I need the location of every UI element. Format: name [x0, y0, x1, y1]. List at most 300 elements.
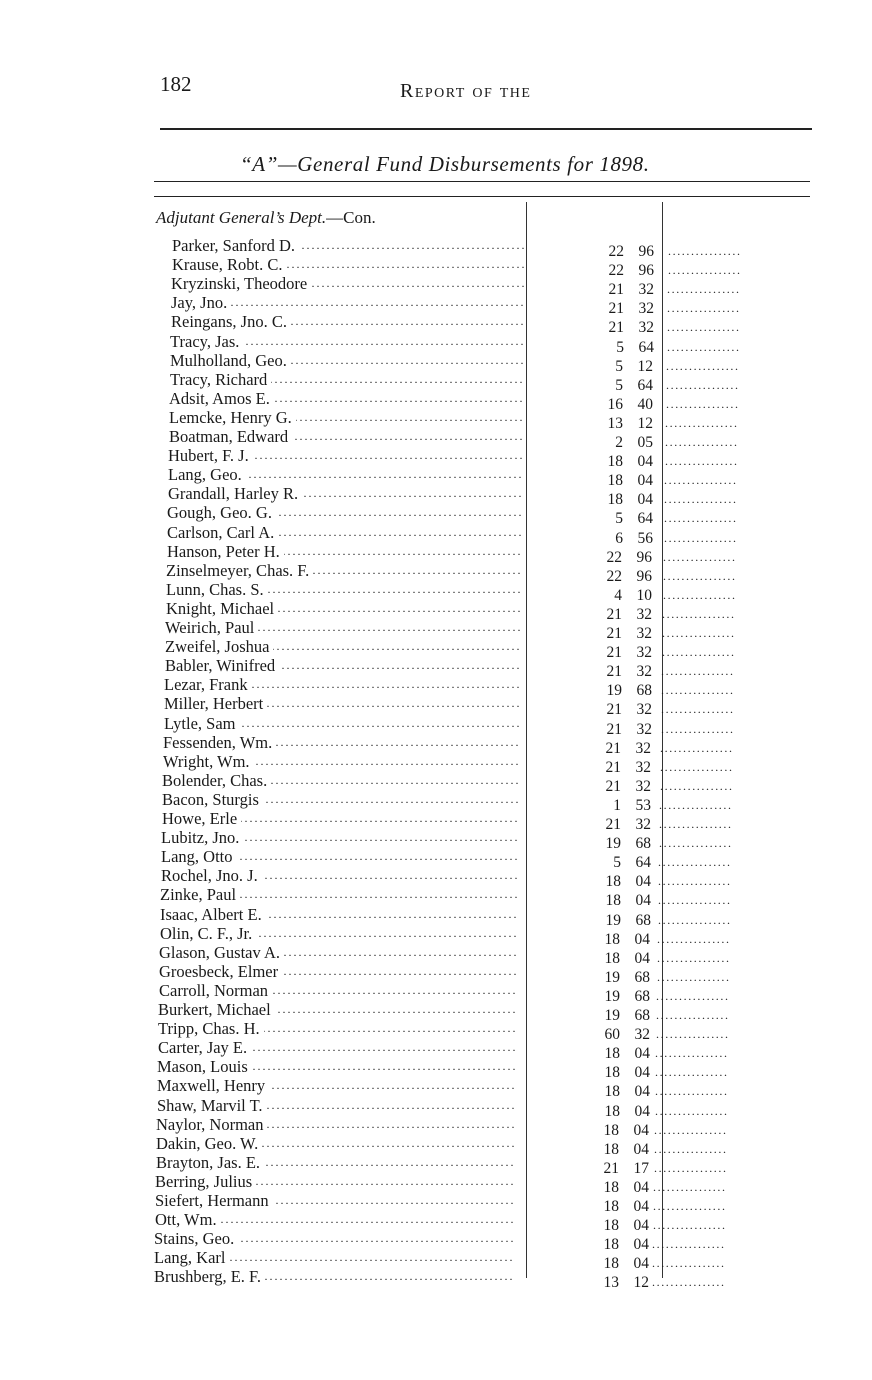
payee-name-text: Boatman, Edward: [169, 427, 292, 446]
table-row: [0, 847, 872, 872]
amount-cents: 68: [634, 987, 650, 1005]
payee-name: [171, 312, 523, 331]
amount-cents: 40: [637, 395, 653, 413]
amount-dollars: 21: [605, 758, 621, 776]
amount-cents: 96: [636, 567, 652, 585]
amount-dollars: 21: [608, 300, 624, 318]
payee-name-text: Howe, Erle: [162, 809, 241, 828]
payee-name-text: Lang, Karl: [154, 1248, 229, 1267]
amount-cents: 04: [634, 1064, 650, 1082]
dot-leader: ................: [655, 1103, 729, 1118]
amount-dollars: 18: [604, 1083, 620, 1101]
dot-leader: ................: [657, 931, 731, 946]
section-heading-suffix: —Con.: [326, 208, 376, 227]
dot-leader: ................: [661, 721, 735, 736]
dot-leader: ................: [665, 415, 739, 430]
amount-dollars: 18: [603, 1178, 619, 1196]
amount-dollars: 22: [606, 567, 622, 585]
amount-dollars: 4: [614, 586, 622, 604]
payee-name-text: Ott, Wm.: [155, 1210, 221, 1229]
section-heading-name: Adjutant General’s Dept.: [156, 208, 327, 227]
amount-cents: 32: [636, 644, 652, 662]
payee-name-text: Zinke, Paul: [160, 885, 240, 904]
dot-leader: ................: [660, 740, 734, 755]
amount-cents: 64: [635, 854, 651, 872]
payee-name: [161, 847, 517, 866]
payee-name: [165, 637, 519, 656]
payee-name: [169, 427, 522, 446]
payee-name: [172, 236, 524, 255]
amount-cents: 04: [633, 1198, 649, 1215]
amount-dollars: 18: [603, 1140, 619, 1158]
amount-dollars: 18: [605, 892, 621, 910]
table-row: [0, 236, 872, 260]
dot-leader: ................: [655, 1084, 729, 1099]
amount-cents: 04: [634, 1083, 650, 1101]
table-row: [0, 1095, 872, 1120]
table-row: [0, 980, 872, 1005]
payee-name: [166, 580, 520, 599]
payee-name-text: Bacon, Sturgis: [162, 790, 263, 809]
payee-name: [157, 1057, 515, 1076]
payee-name-text: Olin, C. F., Jr.: [160, 924, 256, 943]
payee-name: [166, 599, 520, 618]
table-row: [0, 1019, 872, 1044]
table-row: [0, 407, 872, 432]
payee-name-text: Groesbeck, Elmer: [159, 962, 282, 981]
payee-name-text: Berring, Julius: [155, 1172, 256, 1191]
dot-leader: ................: [665, 435, 739, 449]
amount-cents: 56: [637, 529, 653, 547]
dot-leader: ................: [668, 244, 742, 258]
amount-dollars: 13: [607, 414, 623, 432]
payee-name: [170, 351, 523, 370]
table-row: [0, 1076, 872, 1101]
payee-name-text: Weirich, Paul: [165, 618, 258, 637]
amount-dollars: 18: [603, 1255, 619, 1273]
payee-name-text: Jay, Jno.: [171, 293, 231, 312]
page-number: 182: [160, 72, 192, 96]
payee-name: [169, 389, 522, 408]
payee-name-text: Zinselmeyer, Chas. F.: [166, 561, 313, 580]
amount-dollars: 18: [604, 1102, 620, 1120]
amount-cents: 32: [635, 758, 651, 776]
amount-cents: 53: [635, 796, 651, 814]
payee-name-text: Mulholland, Geo.: [170, 351, 291, 370]
payee-name: [166, 561, 520, 580]
amount-dollars: 19: [605, 911, 621, 929]
dot-leader: ................: [667, 339, 741, 354]
dot-leader: ................: [652, 1237, 726, 1252]
amount-dollars: 18: [607, 453, 623, 471]
payee-name-text: Lezar, Frank: [164, 675, 252, 694]
table-row: [0, 350, 872, 375]
payee-name-text: Knight, Michael: [166, 599, 278, 618]
dot-leader: ................: [662, 645, 736, 660]
amount-dollars: 18: [603, 1236, 619, 1254]
payee-name: [159, 943, 516, 962]
payee-name-text: Shaw, Marvil T.: [157, 1096, 267, 1115]
amount-cents: 32: [638, 281, 654, 299]
amount-cents: 10: [636, 586, 652, 604]
table-row: [0, 293, 872, 318]
amount-dollars: 21: [606, 605, 622, 623]
amount-dollars: 18: [607, 491, 623, 509]
dot-leader: ................: [666, 396, 740, 411]
table-row: [0, 694, 872, 719]
payee-name: [157, 1096, 514, 1115]
payee-name-text: Siefert, Hermann: [155, 1191, 273, 1210]
payee-name: [172, 255, 524, 274]
payee-name-text: Brushberg, E. F.: [154, 1267, 265, 1286]
amount-cents: 96: [638, 243, 654, 260]
table-row: [0, 904, 872, 929]
amount-dollars: 5: [615, 376, 623, 394]
payee-name-text: Parker, Sanford D.: [172, 236, 299, 255]
amount-cents: 04: [634, 1102, 650, 1120]
payee-name: [162, 771, 518, 790]
table-row: [0, 713, 872, 738]
dot-leader: ................: [664, 473, 738, 488]
table-row: [0, 885, 872, 910]
amount-dollars: 22: [608, 262, 624, 280]
payee-name-text: Brayton, Jas. E.: [156, 1153, 264, 1172]
payee-name: [171, 293, 523, 312]
payee-name-text: Carter, Jay E.: [158, 1038, 251, 1057]
payee-name-text: Gough, Geo. G.: [167, 503, 276, 522]
payee-name: [157, 1076, 514, 1095]
amount-cents: 04: [634, 930, 650, 948]
table-row: [0, 598, 872, 623]
table-row: [0, 274, 872, 299]
dot-leader: ................: [652, 1275, 726, 1290]
dot-leader: ................: [665, 454, 739, 469]
amount-cents: 05: [637, 434, 653, 451]
amount-dollars: 18: [604, 949, 620, 967]
payee-name: [164, 675, 519, 694]
amount-cents: 64: [638, 338, 654, 356]
amount-cents: 12: [633, 1274, 649, 1292]
payee-name: [171, 274, 524, 293]
table-row: [0, 618, 872, 642]
dot-leader: ................: [658, 874, 732, 889]
table-row: [0, 770, 872, 795]
table-row: [0, 1267, 872, 1292]
payee-name: [156, 1115, 514, 1134]
amount-dollars: 18: [607, 472, 623, 490]
table-row: [0, 1000, 872, 1024]
table-row: [0, 809, 872, 833]
payee-name-text: Lubitz, Jno.: [161, 828, 243, 847]
table-row: [0, 446, 872, 471]
payee-name: [163, 733, 518, 752]
payee-name-text: Reingans, Jno. C.: [171, 312, 291, 331]
table-row: [0, 1171, 872, 1196]
amount-dollars: 16: [607, 395, 623, 413]
amount-cents: 32: [635, 816, 651, 833]
amount-dollars: 19: [605, 835, 621, 853]
table-row: [0, 675, 872, 700]
amount-dollars: 21: [606, 644, 622, 662]
dot-leader: ................: [661, 683, 735, 698]
dot-leader: ................: [655, 1065, 729, 1080]
table-row: [0, 1248, 872, 1273]
amount-cents: 68: [635, 835, 651, 853]
payee-name: [167, 503, 521, 522]
table-row: [0, 828, 872, 853]
amount-cents: 68: [635, 911, 651, 929]
amount-dollars: 6: [615, 529, 623, 547]
table-row: [0, 942, 872, 967]
payee-name: [155, 1191, 513, 1210]
table-row: [0, 522, 872, 547]
table-row: [0, 388, 872, 413]
dot-leader: ................: [664, 530, 738, 545]
amount-dollars: 21: [606, 701, 622, 719]
dot-leader: ................: [659, 817, 733, 831]
payee-name-text: Hanson, Peter H.: [167, 542, 284, 561]
payee-name-text: Dakin, Geo. W.: [156, 1134, 262, 1153]
dot-leader: ................: [652, 1256, 726, 1271]
amount-cents: 04: [635, 873, 651, 891]
amount-cents: 96: [638, 262, 654, 280]
title-rule-lower: [154, 196, 810, 197]
section-heading: [156, 208, 376, 228]
amount-dollars: 60: [604, 1026, 620, 1044]
amount-dollars: 5: [616, 338, 624, 356]
amount-cents: 12: [637, 414, 653, 432]
payee-name-text: Mason, Louis: [157, 1057, 252, 1076]
payee-name-text: Adsit, Amos E.: [169, 389, 274, 408]
table-row: [0, 1038, 872, 1063]
payee-name: [170, 370, 522, 389]
amount-cents: 68: [636, 682, 652, 700]
dot-leader: ................: [658, 893, 732, 908]
dot-leader: ................: [661, 702, 735, 717]
amount-dollars: 19: [604, 987, 620, 1005]
amount-dollars: 5: [613, 854, 621, 872]
amount-dollars: 18: [603, 1198, 619, 1215]
payee-name-text: Tripp, Chas. H.: [158, 1019, 264, 1038]
dot-leader: ................: [656, 988, 730, 1003]
dot-leader: ................: [654, 1160, 728, 1175]
amount-dollars: 19: [604, 968, 620, 986]
amount-dollars: 18: [603, 1217, 619, 1235]
title-rule: [154, 181, 810, 182]
amount-cents: 04: [633, 1178, 649, 1196]
payee-name: [168, 484, 521, 503]
amount-dollars: 21: [603, 1159, 619, 1177]
amount-dollars: 13: [603, 1274, 619, 1292]
payee-name-text: Grandall, Harley R.: [168, 484, 302, 503]
table-title: “A”—General Fund Disbursements for 1898.: [240, 152, 650, 176]
table-row: [0, 789, 872, 814]
payee-name-text: Glason, Gustav A.: [159, 943, 284, 962]
amount-dollars: 21: [605, 816, 621, 833]
table-row: [0, 1057, 872, 1082]
amount-cents: 32: [636, 663, 652, 681]
payee-name: [154, 1229, 513, 1248]
table-row: [0, 866, 872, 891]
payee-name: [160, 885, 517, 904]
payee-name: [158, 1019, 515, 1038]
dot-leader: ................: [661, 664, 735, 679]
amount-cents: 68: [634, 1007, 650, 1024]
amount-dollars: 21: [608, 281, 624, 299]
amount-dollars: 19: [604, 1007, 620, 1024]
payee-name-text: Lang, Geo.: [168, 465, 246, 484]
amount-dollars: 22: [606, 548, 622, 566]
payee-name: [159, 981, 515, 1000]
amount-cents: 64: [637, 376, 653, 394]
amount-cents: 04: [633, 1140, 649, 1158]
dot-leader: ................: [663, 587, 737, 602]
payee-name-text: Stains, Geo.: [154, 1229, 238, 1248]
payee-name-text: Lunn, Chas. S.: [166, 580, 268, 599]
table-row: [0, 961, 872, 986]
payee-name-text: Miller, Herbert: [164, 694, 267, 713]
amount-cents: 32: [636, 720, 652, 738]
dot-leader: ................: [653, 1218, 727, 1233]
amount-cents: 17: [633, 1159, 649, 1177]
dot-leader: ................: [664, 511, 738, 526]
payee-name-text: Bolender, Chas.: [162, 771, 271, 790]
payee-name-text: Carlson, Carl A.: [167, 523, 278, 542]
dot-leader: ................: [663, 568, 737, 583]
payee-name: [159, 962, 516, 981]
dot-leader: ................: [659, 836, 733, 851]
table-row: [0, 484, 872, 509]
amount-cents: 32: [636, 625, 652, 642]
payee-name-text: Tracy, Jas.: [170, 332, 243, 351]
payee-name: [158, 1000, 515, 1019]
dot-leader: ................: [666, 377, 740, 392]
table-row: [0, 369, 872, 394]
dot-leader: ................: [653, 1199, 727, 1213]
dot-leader: ................: [657, 969, 731, 984]
payee-name-text: Lytle, Sam: [164, 714, 240, 733]
payee-name: [154, 1248, 512, 1267]
running-head: Report of the: [400, 80, 532, 102]
payee-name-text: Babler, Winifred: [165, 656, 279, 675]
dot-leader: ................: [660, 778, 734, 793]
table-row: [0, 255, 872, 280]
dot-leader: ................: [653, 1179, 727, 1194]
amount-cents: 32: [634, 1026, 650, 1044]
payee-name-text: Hubert, F. J.: [168, 446, 253, 465]
amount-cents: 68: [634, 968, 650, 986]
table-row: [0, 751, 872, 776]
top-rule: [160, 128, 812, 130]
amount-dollars: 18: [605, 873, 621, 891]
payee-name: [154, 1267, 512, 1286]
amount-dollars: 21: [605, 739, 621, 757]
amount-cents: 32: [635, 777, 651, 795]
amount-cents: 32: [636, 605, 652, 623]
payee-name: [168, 446, 522, 465]
dot-leader: ................: [660, 759, 734, 774]
dot-leader: ................: [656, 1008, 730, 1022]
amount-dollars: 5: [615, 510, 623, 528]
dot-leader: ................: [654, 1122, 728, 1137]
payee-name-text: Maxwell, Henry: [157, 1076, 269, 1095]
payee-name-text: Fessenden, Wm.: [163, 733, 276, 752]
amount-cents: 12: [637, 357, 653, 375]
amount-dollars: 1: [613, 796, 621, 814]
payee-name-text: Isaac, Albert E.: [160, 905, 266, 924]
dot-leader: ................: [656, 1027, 730, 1042]
amount-dollars: 5: [615, 357, 623, 375]
payee-name-text: Burkert, Michael: [158, 1000, 275, 1019]
payee-name-text: Tracy, Richard: [170, 370, 271, 389]
amount-dollars: 18: [604, 1045, 620, 1063]
payee-name-text: Naylor, Norman: [156, 1115, 267, 1134]
payee-name: [165, 618, 520, 637]
amount-dollars: 22: [608, 243, 624, 260]
table-row: [0, 656, 872, 681]
amount-cents: 04: [634, 1045, 650, 1063]
dot-leader: ................: [659, 797, 733, 812]
payee-name: [169, 408, 522, 427]
dot-leader: ................: [667, 301, 741, 316]
amount-cents: 32: [635, 739, 651, 757]
table-row: [0, 1114, 872, 1139]
dot-leader: ................: [667, 282, 741, 297]
amount-dollars: 19: [606, 682, 622, 700]
amount-cents: 04: [637, 453, 653, 471]
payee-name: [167, 523, 521, 542]
table-row: [0, 579, 872, 604]
payee-name: [160, 905, 516, 924]
dot-leader: ................: [666, 358, 740, 373]
table-row: [0, 560, 872, 585]
payee-name: [162, 790, 518, 809]
amount-dollars: 21: [606, 663, 622, 681]
amount-cents: 04: [633, 1236, 649, 1254]
amount-cents: 04: [634, 949, 650, 967]
payee-name-text: Kryzinski, Theodore: [171, 274, 311, 293]
payee-name: [156, 1153, 513, 1172]
amount-cents: 96: [636, 548, 652, 566]
table-row: [0, 1152, 872, 1177]
amount-dollars: 21: [605, 777, 621, 795]
dot-leader: ................: [668, 263, 742, 278]
payee-name: [170, 332, 523, 351]
payee-name-text: Carroll, Norman: [159, 981, 272, 1000]
table-row: [0, 637, 872, 662]
payee-name-text: Rochel, Jno. J.: [161, 866, 262, 885]
dot-leader: ................: [664, 492, 738, 507]
amount-cents: 04: [633, 1255, 649, 1273]
payee-name: [167, 542, 520, 561]
amount-dollars: 18: [604, 1064, 620, 1082]
table-row: [0, 1133, 872, 1158]
table-row: [0, 1191, 872, 1215]
payee-name-text: Zweifel, Joshua: [165, 637, 273, 656]
table-row: [0, 732, 872, 757]
amount-cents: 04: [633, 1121, 649, 1139]
dot-leader: ................: [658, 855, 732, 870]
table-row: [0, 1229, 872, 1254]
amount-cents: 04: [635, 892, 651, 910]
amount-dollars: 18: [604, 930, 620, 948]
payee-name-text: Lang, Otto: [161, 847, 237, 866]
amount-cents: 32: [636, 701, 652, 719]
amount-dollars: 21: [606, 625, 622, 642]
amount-cents: 04: [633, 1217, 649, 1235]
amount-cents: 32: [638, 300, 654, 318]
payee-name: [164, 714, 519, 733]
